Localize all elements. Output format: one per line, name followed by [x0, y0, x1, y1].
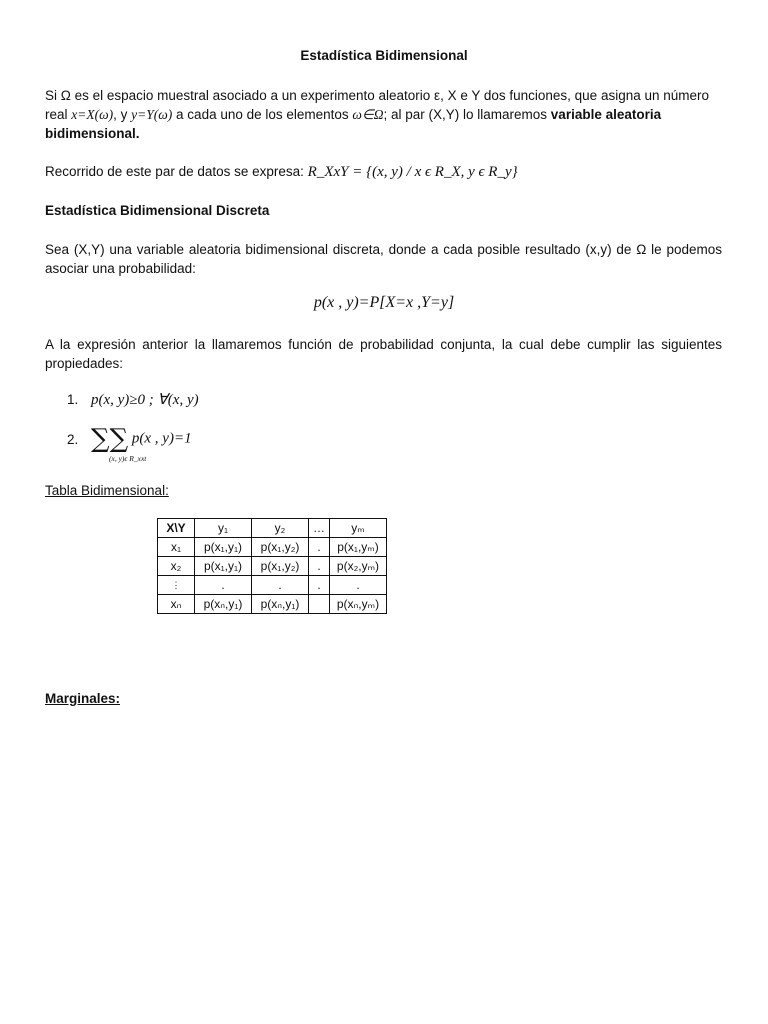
recorrido-formula: R_XxY = {(x, y) / x ϵ R_X, y ϵ R_y} [307, 164, 518, 180]
discrete-heading: Estadística Bidimensional Discreta [45, 203, 270, 218]
table-cell: . [309, 557, 330, 576]
table-cell: . [330, 576, 387, 595]
intro-text-y: , y [113, 107, 132, 122]
table-cell [309, 595, 330, 614]
table-cell: x₁ [158, 538, 195, 557]
bidimensional-table [157, 518, 387, 614]
intro-math-omega: ω∈Ω [352, 107, 384, 122]
table-header-row [158, 519, 387, 538]
table-cell: . [309, 538, 330, 557]
table-header-cell: y₂ [252, 519, 309, 538]
property-1 [67, 390, 199, 409]
property-1-formula: p(x, y)≥0 ; ∀(x, y) [91, 392, 199, 408]
table-header-cell: X\Y [158, 519, 195, 538]
table-cell: p(x₁,y₁) [195, 557, 252, 576]
sigma-symbol-2: ∑ [109, 424, 129, 454]
table-row [158, 538, 387, 557]
table-cell: x₂ [158, 557, 195, 576]
intro-math-x: x=X(ω) [71, 107, 114, 122]
joint-probability-formula: p(x , y)=P[X=x ,Y=y] [313, 294, 455, 311]
table-cell: xₙ [158, 595, 195, 614]
page-title: Estadística Bidimensional [300, 48, 468, 63]
table-cell: p(x₁,y₂) [252, 538, 309, 557]
table-cell: p(x₂,yₘ) [330, 557, 387, 576]
recorrido-paragraph [45, 162, 722, 182]
table-cell: . [252, 576, 309, 595]
sigma-symbol-1: ∑ [91, 424, 110, 454]
table-cell: ⋮ [158, 576, 195, 595]
table-cell: p(xₙ,yₘ) [330, 595, 387, 614]
property-2-formula: p(x , y)=1 [131, 430, 192, 447]
table-cell: . [195, 576, 252, 595]
intro-paragraph [45, 86, 722, 143]
table-cell: p(x₁,y₂) [252, 557, 309, 576]
table-header-cell: yₘ [330, 519, 387, 538]
property-2-number: 2. [67, 431, 79, 447]
table-header-cell: … [309, 519, 330, 538]
intro-line-1: Si Ω es el espacio muestral asociado a un experimento aleatorio ε, X e Y dos funciones, que asigna un número [45, 88, 710, 103]
table-row [158, 576, 387, 595]
recorrido-text: Recorrido de este par de datos se expresa: [45, 164, 308, 179]
sum-subscript: (x, y)ϵ R_xxt [109, 454, 147, 463]
intro-bold-term-2: bidimensional. [45, 126, 140, 141]
table-cell: p(xₙ,y₁) [195, 595, 252, 614]
table-row [158, 595, 387, 614]
table-cell: p(xₙ,y₁) [252, 595, 309, 614]
table-heading: Tabla Bidimensional: [45, 483, 169, 498]
marginales-heading: Marginales: [45, 691, 121, 706]
properties-paragraph: A la expresión anterior la llamaremos función de probabilidad conjunta, la cual debe cumplir las siguientes propiedades: [45, 337, 722, 371]
table-cell: . [309, 576, 330, 595]
intro-bold-term-1: variable aleatoria [550, 107, 662, 122]
intro-math-y: y=Y(ω) [131, 107, 173, 122]
property-1-number: 1. [67, 392, 79, 407]
intro-text-elements: a cada uno de los elementos [172, 107, 353, 122]
table-row [158, 557, 387, 576]
table-header-cell: y₁ [195, 519, 252, 538]
table-cell: p(x₁,yₘ) [330, 538, 387, 557]
property-2 [67, 424, 192, 463]
intro-text-real: real [45, 107, 72, 122]
double-sum [91, 424, 147, 463]
table-cell: p(x₁,y₁) [195, 538, 252, 557]
discrete-paragraph: Sea (X,Y) una variable aleatoria bidimensional discreta, donde a cada posible resultado (x,y) de Ω le podemos asociar una probabilidad: [45, 242, 722, 276]
intro-text-pair: ; al par (X,Y) lo llamaremos [383, 107, 551, 122]
